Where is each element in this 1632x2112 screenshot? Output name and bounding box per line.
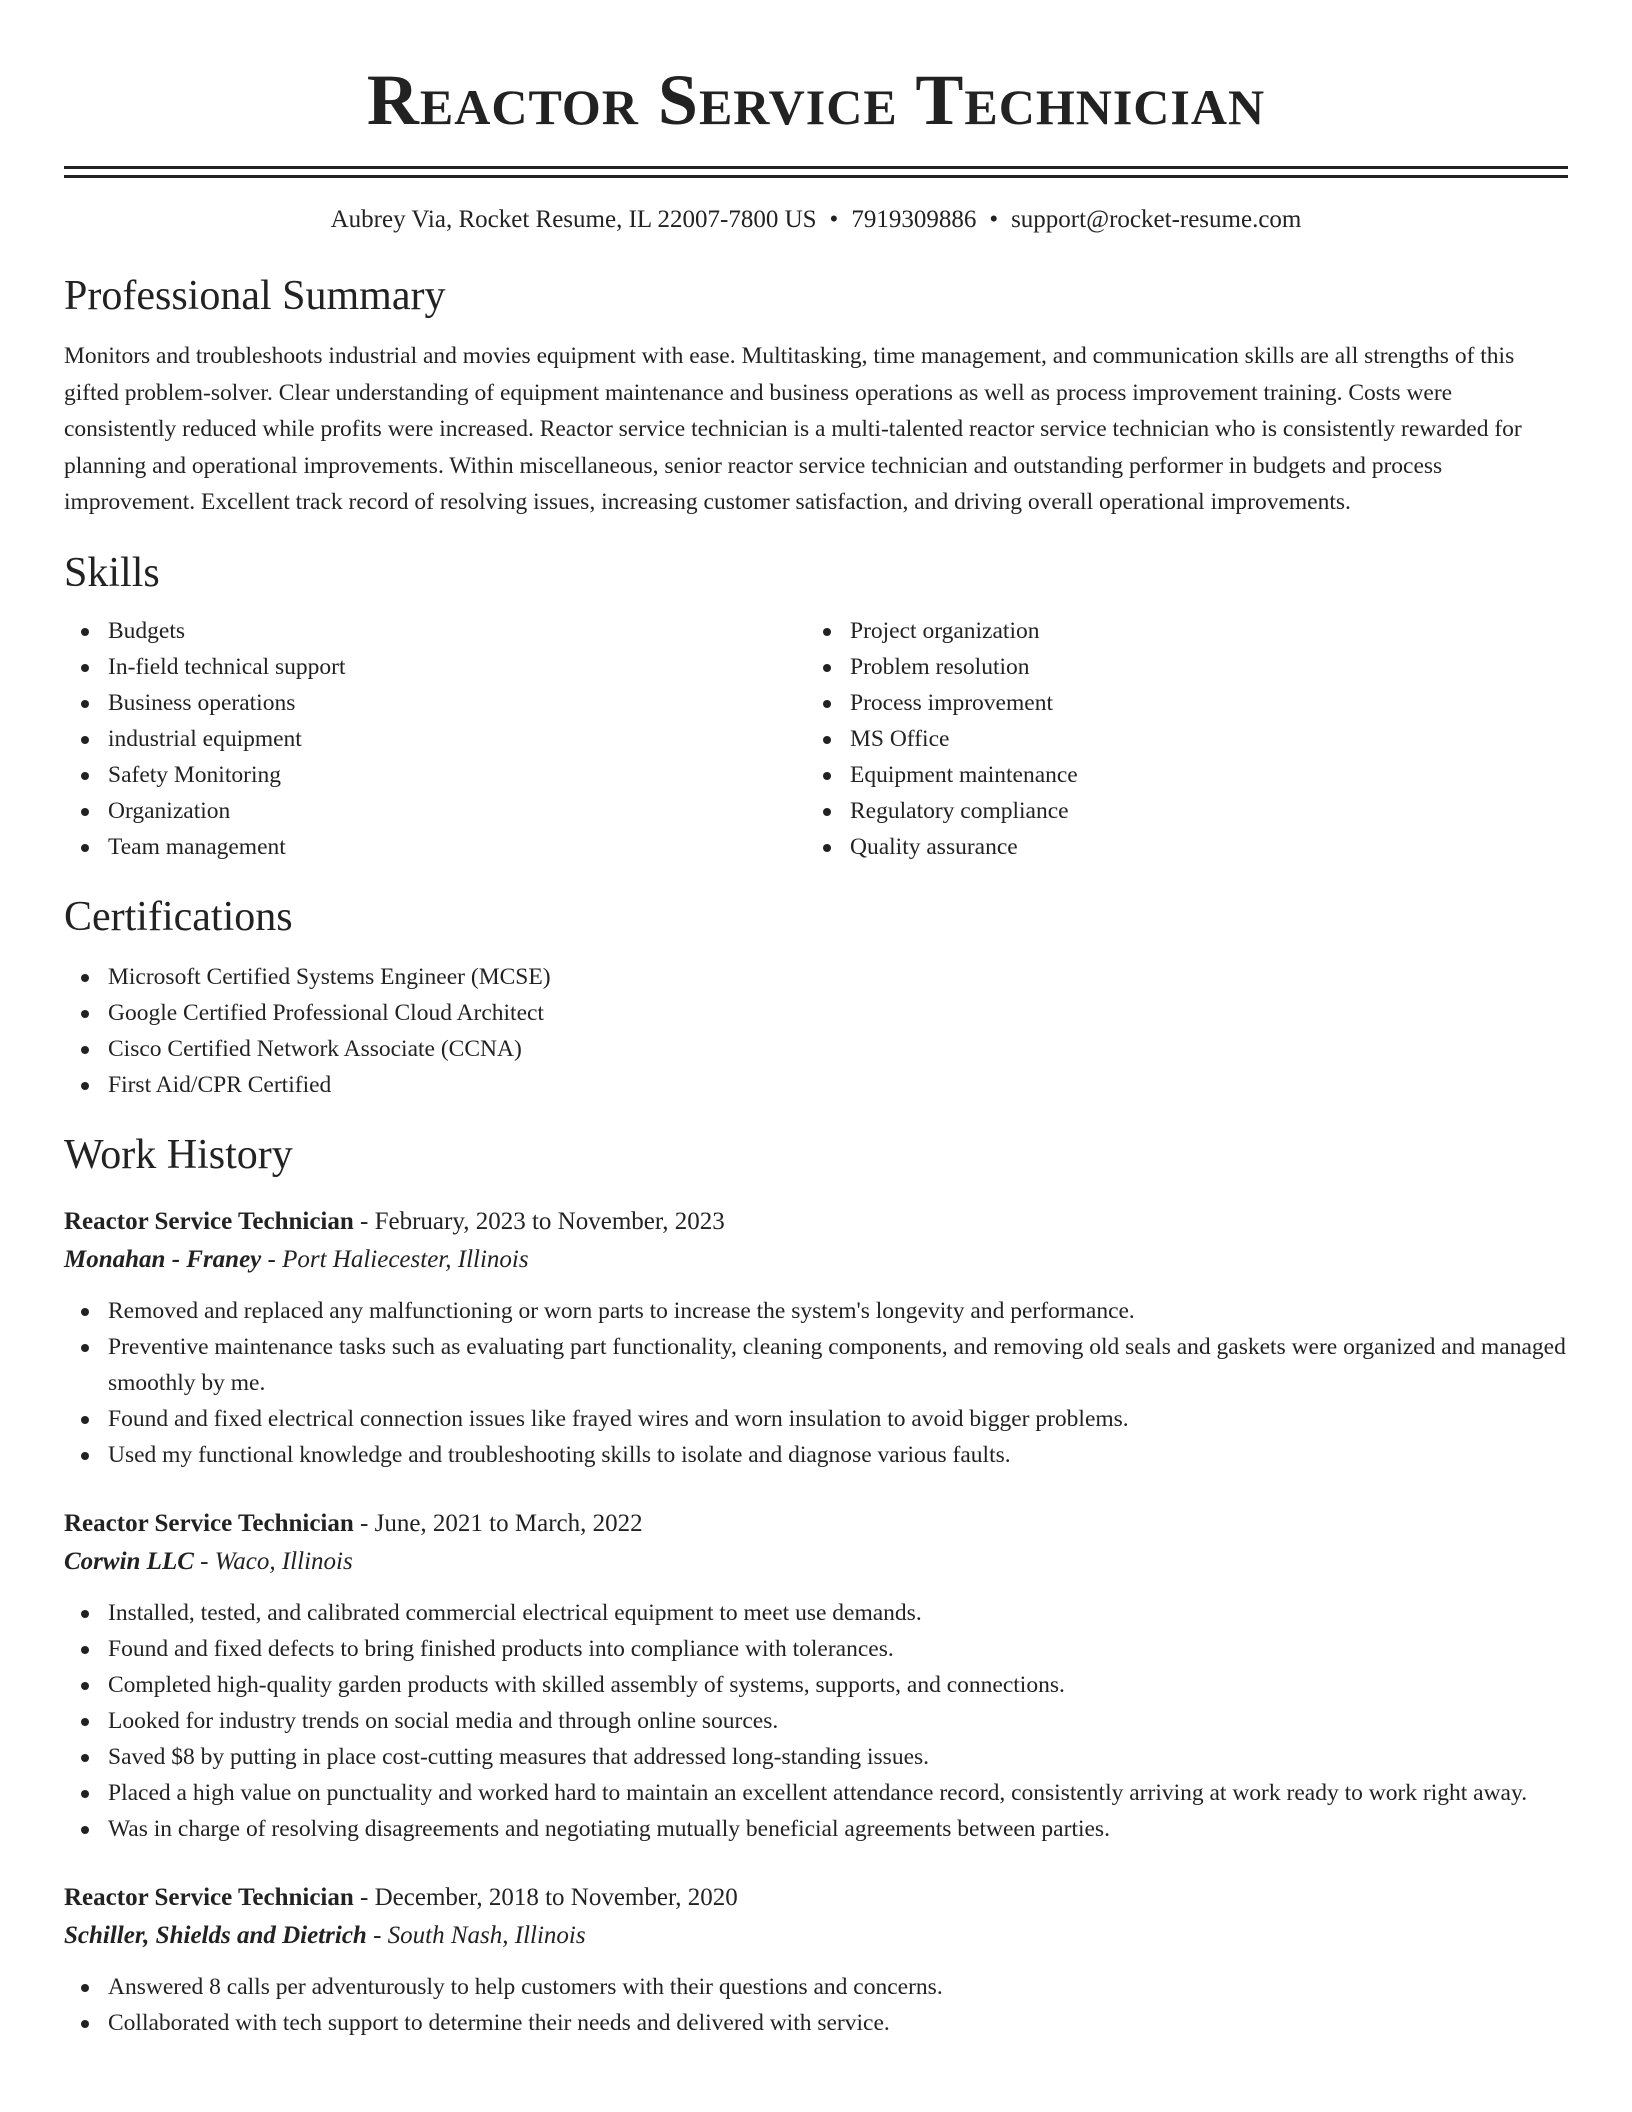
job-duties-list (64, 1293, 1568, 1473)
company-line (64, 1543, 1568, 1581)
job-title-line (64, 1203, 1568, 1241)
job-duty-item: Collaborated with tech support to determine their needs and delivered with service. (64, 2005, 1568, 2041)
skill-item: Regulatory compliance (806, 793, 1548, 829)
contact-email[interactable]: support@rocket-resume.com (1011, 206, 1302, 233)
job-duties-list (64, 1969, 1568, 2041)
job-duty-item: Placed a high value on punctuality and worked hard to maintain an excellent attendance record, consistently arriving at work ready to work right away. (64, 1775, 1568, 1811)
title-double-rule (64, 166, 1568, 178)
company-name: Schiller, Shields and Dietrich (64, 1921, 367, 1949)
skill-item: Problem resolution (806, 649, 1548, 685)
job-dash: - (353, 1883, 375, 1911)
company-name: Monahan - Franey (64, 1245, 262, 1273)
job-duty-item: Was in charge of resolving disagreements and negotiating mutually beneficial agreements between parties. (64, 1811, 1568, 1847)
certification-item: First Aid/CPR Certified (64, 1067, 1568, 1103)
job-entry (64, 1203, 1568, 1473)
company-location: Waco, Illinois (214, 1547, 353, 1575)
certification-item: Google Certified Professional Cloud Architect (64, 995, 1568, 1031)
job-duty-item: Looked for industry trends on social media and through online sources. (64, 1703, 1568, 1739)
skill-item: Equipment maintenance (806, 757, 1548, 793)
skill-item: Business operations (64, 685, 806, 721)
company-dash: - (261, 1245, 283, 1273)
skill-item: Safety Monitoring (64, 757, 806, 793)
company-line (64, 1917, 1568, 1955)
company-line (64, 1241, 1568, 1279)
skill-item: Budgets (64, 613, 806, 649)
job-duties-list (64, 1595, 1568, 1847)
resume-title: Reactor Service Technician (366, 60, 1266, 140)
skill-item: Process improvement (806, 685, 1548, 721)
job-dash: - (353, 1207, 375, 1235)
skill-item: MS Office (806, 721, 1548, 757)
job-duty-item: Found and fixed electrical connection issues like frayed wires and worn insulation to avoid bigger problems. (64, 1401, 1568, 1437)
certifications-heading: Certifications (64, 893, 293, 940)
job-entry (64, 1505, 1568, 1847)
resume-page (64, 0, 1568, 2041)
skill-item: Team management (64, 829, 806, 865)
skills-heading: Skills (64, 549, 160, 596)
contact-separator: • (829, 206, 839, 233)
work-history-heading: Work History (64, 1131, 293, 1178)
skill-item: industrial equipment (64, 721, 806, 757)
skill-item: Quality assurance (806, 829, 1548, 865)
skills-list-right (806, 613, 1548, 865)
job-duty-item: Saved $8 by putting in place cost-cutting measures that addressed long-standing issues. (64, 1739, 1568, 1775)
certification-item: Cisco Certified Network Associate (CCNA) (64, 1031, 1568, 1067)
skill-item: Project organization (806, 613, 1548, 649)
contact-address: Aubrey Via, Rocket Resume, IL 22007-7800 US (330, 206, 817, 233)
skill-item: Organization (64, 793, 806, 829)
company-dash: - (193, 1547, 215, 1575)
skills-columns (64, 613, 1568, 865)
job-duty-item: Used my functional knowledge and troubleshooting skills to isolate and diagnose various faults. (64, 1437, 1568, 1473)
job-title-line (64, 1879, 1568, 1917)
company-dash: - (366, 1921, 388, 1949)
contact-line (64, 202, 1568, 238)
job-duty-item: Answered 8 calls per adventurously to help customers with their questions and concerns. (64, 1969, 1568, 2005)
certification-item: Microsoft Certified Systems Engineer (MCSE) (64, 959, 1568, 995)
job-title-line (64, 1505, 1568, 1543)
job-duty-item: Preventive maintenance tasks such as evaluating part functionality, cleaning components, and removing old seals and gaskets were organized and managed smoothly by me. (64, 1329, 1568, 1401)
job-title: Reactor Service Technician (64, 1509, 354, 1537)
job-title: Reactor Service Technician (64, 1883, 354, 1911)
company-location: South Nash, Illinois (387, 1921, 586, 1949)
company-name: Corwin LLC (64, 1547, 194, 1575)
job-entry (64, 1879, 1568, 2041)
summary-text: Monitors and troubleshoots industrial and movies equipment with ease. Multitasking, time management, and communication skills are all strengths of this gifted problem-solver. Clear understanding of equipment maintenance and business operations as well as process improvement training. Costs were consistently reduced while profits were increased. Reactor service technician is a multi-talented reactor service technician who is consistently rewarded for planning and operational improvements. Within miscellaneous, senior reactor service technician and outstanding performer in budgets and process improvement. Excellent track record of resolving issues, increasing customer satisfaction, and driving overall operational improvements. (64, 343, 1522, 516)
job-duty-item: Completed high-quality garden products with skilled assembly of systems, supports, and connections. (64, 1667, 1568, 1703)
summary-heading: Professional Summary (64, 273, 446, 319)
certifications-list (64, 959, 1568, 1103)
job-dates: June, 2021 to March, 2022 (374, 1509, 643, 1537)
skills-list-left (64, 613, 806, 865)
job-duty-item: Installed, tested, and calibrated commercial electrical equipment to meet use demands. (64, 1595, 1568, 1631)
company-location: Port Haliecester, Illinois (282, 1245, 529, 1273)
skill-item: In-field technical support (64, 649, 806, 685)
job-duty-item: Removed and replaced any malfunctioning or worn parts to increase the system's longevity and performance. (64, 1293, 1568, 1329)
contact-separator: • (989, 206, 999, 233)
job-dates: December, 2018 to November, 2020 (374, 1883, 738, 1911)
job-duty-item: Found and fixed defects to bring finished products into compliance with tolerances. (64, 1631, 1568, 1667)
job-dash: - (353, 1509, 375, 1537)
contact-phone[interactable]: 7919309886 (851, 206, 977, 233)
job-title: Reactor Service Technician (64, 1207, 354, 1235)
job-dates: February, 2023 to November, 2023 (374, 1207, 725, 1235)
